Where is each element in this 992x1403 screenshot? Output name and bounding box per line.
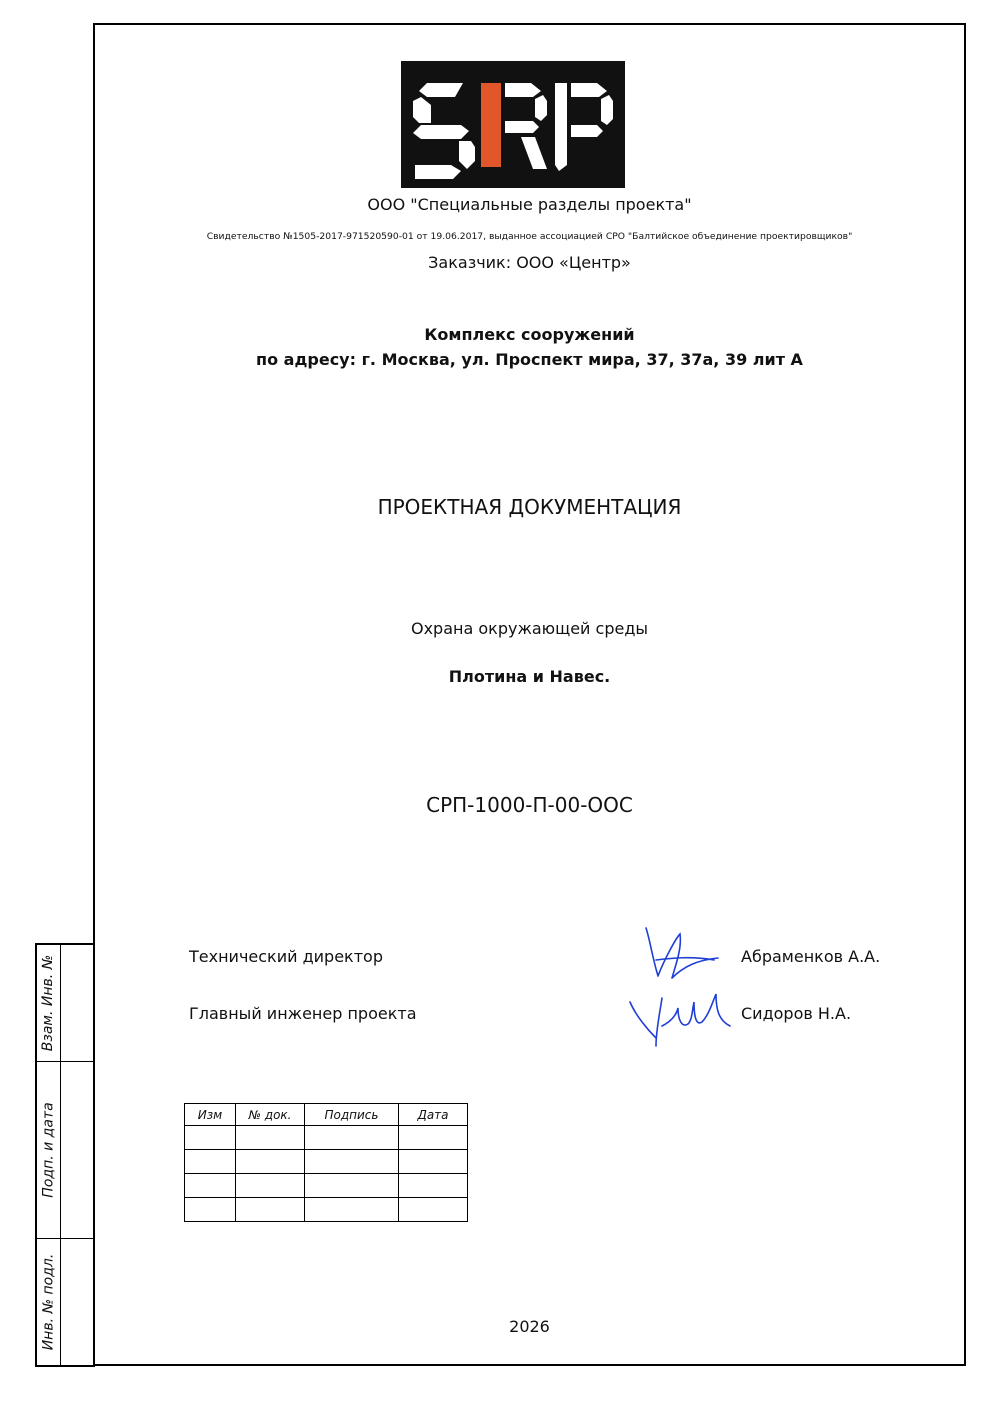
object-title-line1: Комплекс сооружений — [424, 325, 635, 344]
role-technical-director: Технический директор — [189, 947, 383, 966]
company-logo — [401, 61, 625, 188]
logo-accent-bar — [481, 83, 501, 167]
logo-letter-r — [505, 83, 547, 169]
side-label-inv-original: Инв. № подл. — [40, 1253, 57, 1350]
side-label-replace-inv: Взам. Инв. № — [40, 954, 57, 1052]
side-label-sign-date: Подп. и дата — [40, 1101, 57, 1198]
revision-header-date: Дата — [399, 1104, 468, 1126]
table-row — [185, 1198, 468, 1222]
revision-table — [184, 1103, 468, 1222]
object-title-line2: по адресу: г. Москва, ул. Проспект мира, 37, 37а, 39 лит А — [256, 350, 803, 369]
name-chief-engineer: Сидоров Н.А. — [741, 1004, 852, 1023]
customer-text: Заказчик: ООО «Центр» — [428, 253, 631, 272]
srp-logo-graphic — [401, 61, 625, 188]
revision-header-change: Изм — [185, 1104, 236, 1126]
document-year: 2026 — [509, 1317, 550, 1336]
table-row — [185, 1174, 468, 1198]
table-row — [185, 1126, 468, 1150]
name-technical-director: Абраменков А.А. — [741, 947, 881, 966]
document-code: СРП-1000-П-00-ООС — [426, 793, 633, 817]
signature-technical-director — [636, 920, 726, 990]
company-name: ООО "Специальные разделы проекта" — [367, 195, 692, 214]
revision-header-signature: Подпись — [305, 1104, 399, 1126]
subsection-title: Плотина и Навес. — [448, 667, 611, 686]
logo-letter-s — [413, 83, 475, 179]
signature-chief-engineer — [626, 986, 736, 1052]
side-stamp — [35, 943, 95, 1367]
section-title: Охрана окружающей среды — [410, 619, 649, 638]
document-type: ПРОЕКТНАЯ ДОКУМЕНТАЦИЯ — [377, 495, 682, 519]
revision-header-doc-no: № док. — [236, 1104, 305, 1126]
table-row — [185, 1150, 468, 1174]
logo-letter-p — [555, 83, 613, 171]
certificate-text: Свидетельство №1505-2017-971520590-01 от 19.06.2017, выданное ассоциацией СРО "Балтийское объединение проектировщиков" — [206, 231, 853, 242]
revision-table-header-row — [185, 1104, 468, 1126]
role-chief-engineer: Главный инженер проекта — [189, 1004, 417, 1023]
